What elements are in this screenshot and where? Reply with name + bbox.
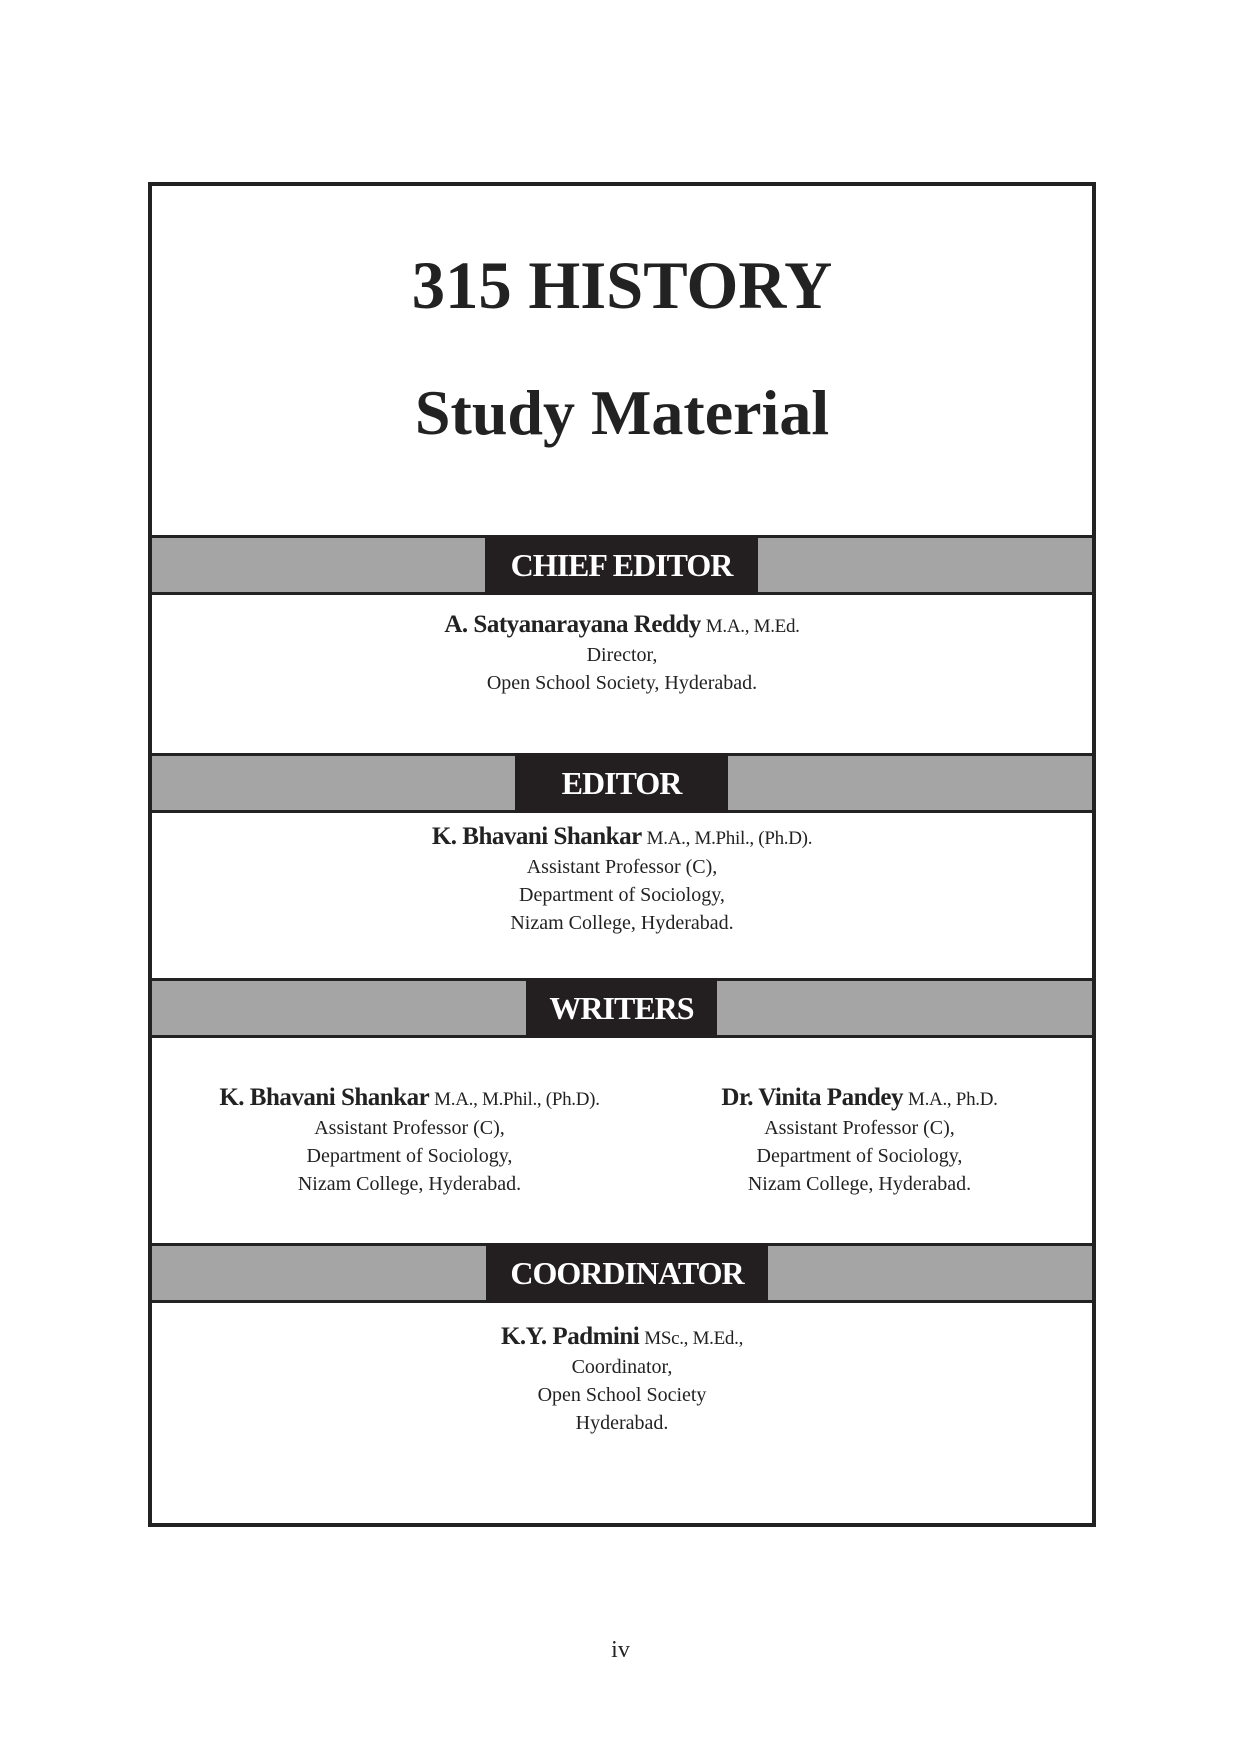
person-department: Department of Sociology, [519, 884, 725, 906]
person-qualifications: M.A., M.Ed. [705, 616, 800, 637]
section-label-writers: WRITERS [526, 978, 717, 1038]
person-name: K. Bhavani Shankar [219, 1084, 430, 1111]
editor-block [152, 823, 1092, 937]
person-role: Coordinator, [571, 1356, 673, 1378]
person-qualifications: M.A., M.Phil., (Ph.D). [434, 1089, 600, 1110]
person-name: Dr. Vinita Pandey [721, 1084, 903, 1111]
person-role: Assistant Professor (C), [526, 856, 718, 878]
course-title: 315 HISTORY [411, 247, 833, 323]
person-role: Assistant Professor (C), [764, 1117, 955, 1139]
coordinator-name-line [152, 1323, 1092, 1353]
person-name: K. Bhavani Shankar [431, 823, 642, 850]
person-affiliation: Nizam College, Hyderabad. [747, 1173, 972, 1195]
chief-editor-name-line [152, 611, 1092, 641]
section-band-editor [152, 753, 1092, 813]
section-band-chief-editor [152, 535, 1092, 595]
person-qualifications: M.A., Ph.D. [907, 1089, 998, 1110]
page-number: iv [611, 1637, 630, 1663]
editor-name-line [152, 823, 1092, 853]
coordinator-block [152, 1323, 1092, 1437]
person-role: Director, [586, 644, 658, 666]
credits-frame [148, 182, 1096, 1527]
section-band-writers [152, 978, 1092, 1038]
writer-block-1 [182, 1084, 637, 1198]
person-department: Department of Sociology, [306, 1145, 513, 1167]
person-organization: Open School Society [537, 1384, 707, 1406]
chief-editor-block [152, 611, 1092, 697]
person-affiliation: Open School Society, Hyderabad. [486, 672, 758, 694]
section-label-chief-editor: CHIEF EDITOR [485, 535, 758, 595]
person-qualifications: M.A., M.Phil., (Ph.D). [646, 828, 813, 849]
document-subtitle: Study Material [414, 377, 830, 448]
section-label-editor: EDITOR [515, 753, 728, 813]
writer-block-2 [637, 1084, 1082, 1198]
person-affiliation: Nizam College, Hyderabad. [297, 1173, 522, 1195]
person-name: K.Y. Padmini [500, 1323, 640, 1350]
person-role: Assistant Professor (C), [314, 1117, 505, 1139]
person-qualifications: MSc., M.Ed., [644, 1328, 744, 1349]
section-label-coordinator: COORDINATOR [486, 1243, 768, 1303]
writer-name-line [637, 1084, 1082, 1114]
writer-name-line [182, 1084, 637, 1114]
person-department: Department of Sociology, [756, 1145, 963, 1167]
section-band-coordinator [152, 1243, 1092, 1303]
person-city: Hyderabad. [575, 1412, 669, 1434]
person-name: A. Satyanarayana Reddy [444, 611, 701, 638]
person-affiliation: Nizam College, Hyderabad. [510, 912, 734, 934]
